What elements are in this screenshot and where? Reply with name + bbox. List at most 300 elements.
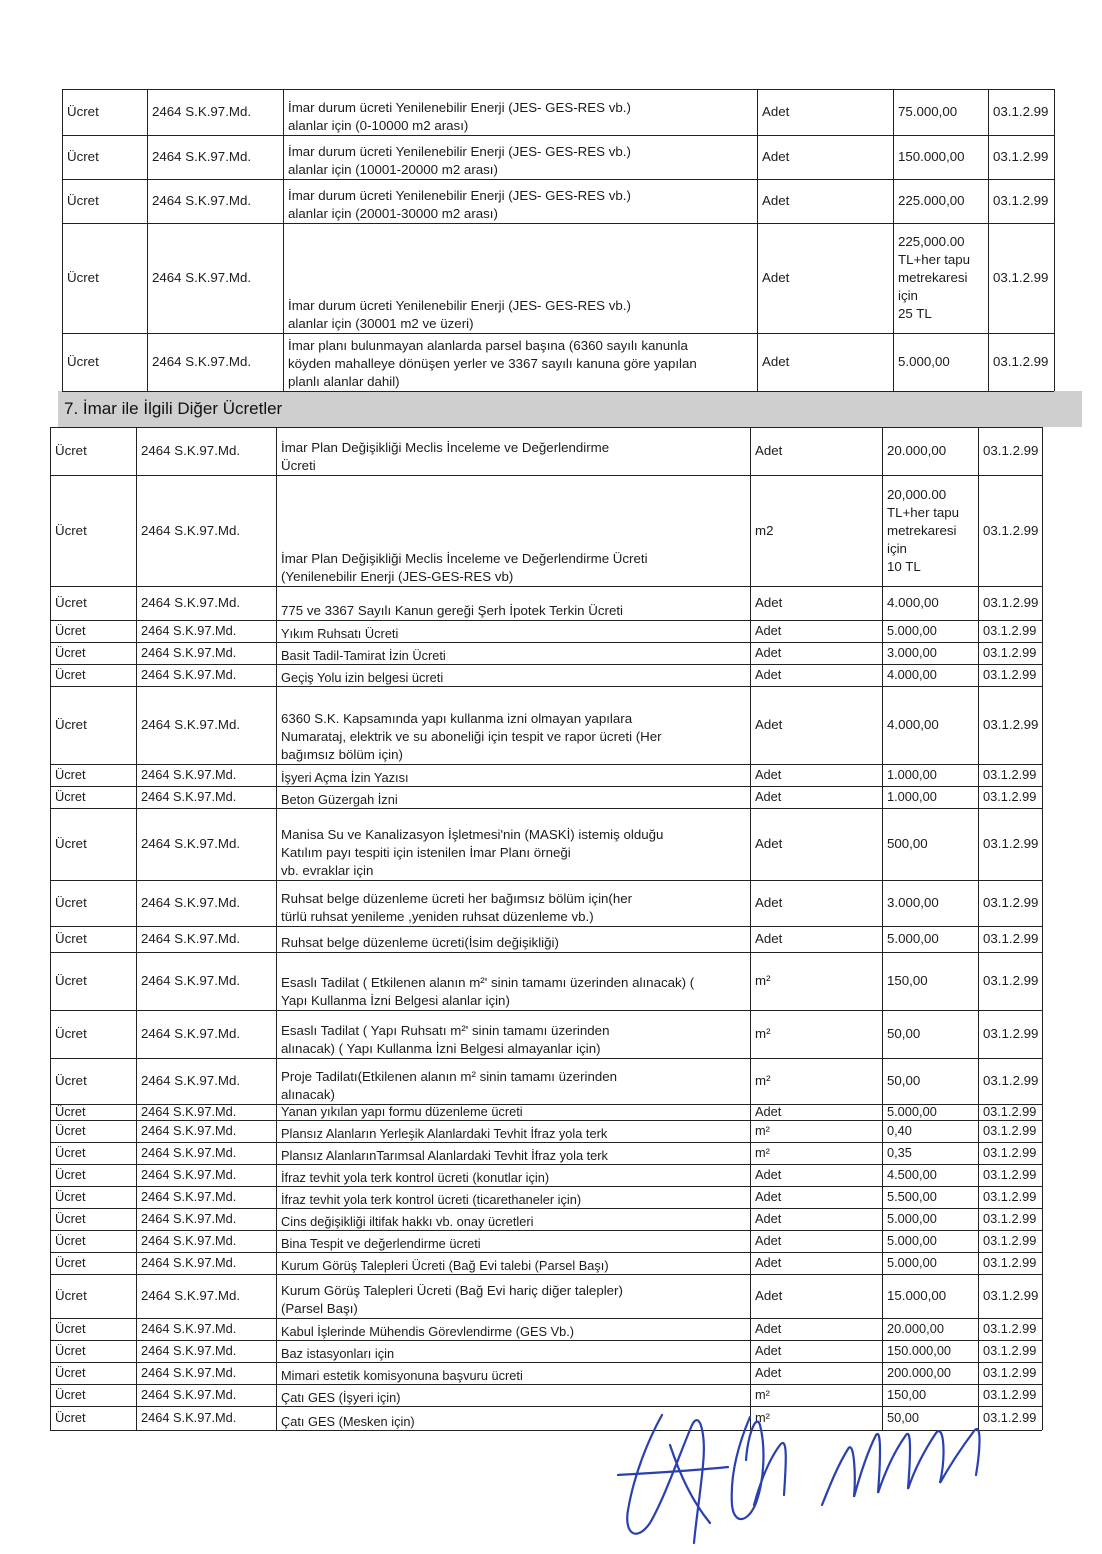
- amount-cell: [882, 1186, 978, 1208]
- code-cell: [978, 642, 1042, 664]
- type-cell-text: Ücret: [55, 1145, 86, 1160]
- type-cell-text: Ücret: [55, 1104, 86, 1119]
- type-cell-text: Ücret: [55, 767, 86, 782]
- unit-cell-text: Adet: [755, 1321, 782, 1336]
- amount-cell: [882, 1208, 978, 1230]
- type-cell-text: Ücret: [55, 1189, 86, 1204]
- type-cell-text: Ücret: [55, 973, 87, 988]
- description-cell-text: Bina Tespit ve değerlendirme ücreti: [281, 1236, 481, 1251]
- amount-cell: [882, 1142, 978, 1164]
- unit-cell: [757, 333, 893, 391]
- law-cell-text: 2464 S.K.97.Md.: [141, 1365, 237, 1380]
- law-cell: [136, 1164, 276, 1186]
- law-cell: [136, 1142, 276, 1164]
- description-cell-text: Ruhsat belge düzenleme ücreti her bağımsız bölüm için(her türlü ruhsat yenileme ,yeniden ruhsat düzenleme vb.): [281, 891, 633, 924]
- amount-cell: [882, 786, 978, 808]
- code-cell-text: 03.1.2.99: [983, 595, 1039, 610]
- amount-cell: [893, 135, 988, 179]
- law-cell-text: 2464 S.K.97.Md.: [141, 667, 237, 682]
- code-cell: [978, 1120, 1042, 1142]
- description-cell-text: Kurum Görüş Talepleri Ücreti (Bağ Evi hariç diğer talepler) (Parsel Başı): [281, 1283, 623, 1316]
- code-cell-text: 03.1.2.99: [983, 1026, 1039, 1041]
- unit-cell: [757, 179, 893, 223]
- unit-cell-text: Adet: [755, 1343, 782, 1358]
- type-cell-text: Ücret: [55, 522, 87, 538]
- code-cell: [978, 475, 1042, 586]
- unit-cell-text: m²: [755, 1145, 770, 1160]
- type-cell-text: Ücret: [55, 623, 86, 638]
- law-cell: [136, 1230, 276, 1252]
- type-cell: [62, 179, 147, 223]
- amount-cell-text: 15.000,00: [887, 1288, 947, 1303]
- law-cell: [136, 1104, 276, 1120]
- amount-cell: [893, 223, 988, 333]
- amount-cell: [882, 475, 978, 586]
- amount-cell-text: 5.000,00: [887, 1233, 937, 1248]
- law-cell-text: 2464 S.K.97.Md.: [141, 1104, 237, 1119]
- code-cell: [988, 135, 1054, 179]
- unit-cell-text: m2: [755, 522, 774, 538]
- description-cell: [276, 1362, 750, 1384]
- unit-cell: [750, 926, 882, 952]
- unit-cell: [750, 1142, 882, 1164]
- type-cell: [50, 686, 136, 764]
- type-cell-text: Ücret: [55, 645, 86, 660]
- amount-cell-text: 4.000,00: [887, 717, 939, 732]
- type-cell: [50, 664, 136, 686]
- type-cell: [50, 1340, 136, 1362]
- unit-cell-text: Adet: [762, 270, 790, 285]
- unit-cell: [750, 1104, 882, 1120]
- amount-cell: [893, 333, 988, 391]
- description-cell-text: Kabul İşlerinde Mühendis Görevlendirme (GES Vb.): [281, 1324, 575, 1339]
- code-cell: [978, 1186, 1042, 1208]
- amount-cell: [882, 880, 978, 926]
- description-cell: [276, 1252, 750, 1274]
- law-cell: [147, 179, 283, 223]
- type-cell-text: Ücret: [55, 1123, 86, 1138]
- description-cell: [276, 880, 750, 926]
- law-cell: [136, 1340, 276, 1362]
- description-cell-text: Plansız Alanların Yerleşik Alanlardaki Tevhit İfraz yola terk: [281, 1126, 608, 1141]
- amount-cell-text: 5.000,00: [887, 623, 937, 638]
- type-cell-text: Ücret: [55, 443, 87, 458]
- law-cell-text: 2464 S.K.97.Md.: [141, 443, 241, 458]
- law-cell: [136, 808, 276, 880]
- type-cell-text: Ücret: [55, 931, 87, 946]
- code-cell-text: 03.1.2.99: [993, 270, 1049, 285]
- unit-cell-text: m²: [755, 1410, 770, 1425]
- description-cell: [283, 333, 757, 391]
- law-cell: [147, 135, 283, 179]
- unit-cell: [750, 880, 882, 926]
- type-cell-text: Ücret: [55, 1365, 86, 1380]
- amount-cell: [893, 89, 988, 135]
- amount-cell-text: 500,00: [887, 836, 928, 851]
- type-cell-text: Ücret: [55, 1255, 86, 1270]
- code-cell-text: 03.1.2.99: [983, 1123, 1037, 1138]
- law-cell: [136, 880, 276, 926]
- description-cell-text: Basit Tadil-Tamirat İzin Ücreti: [281, 648, 446, 663]
- unit-cell: [750, 1230, 882, 1252]
- type-cell-text: Ücret: [55, 895, 87, 910]
- code-cell-text: 03.1.2.99: [983, 1233, 1037, 1248]
- law-cell: [136, 1318, 276, 1340]
- amount-cell: [882, 1274, 978, 1318]
- law-cell: [136, 1406, 276, 1430]
- unit-cell: [750, 642, 882, 664]
- amount-cell: [893, 179, 988, 223]
- amount-cell-text: 200.000,00: [887, 1365, 952, 1380]
- type-cell: [50, 586, 136, 620]
- type-cell: [50, 786, 136, 808]
- law-cell: [136, 764, 276, 786]
- law-cell-text: 2464 S.K.97.Md.: [141, 789, 237, 804]
- code-cell: [978, 786, 1042, 808]
- law-cell-text: 2464 S.K.97.Md.: [152, 270, 252, 285]
- code-cell: [978, 1230, 1042, 1252]
- description-cell-text: İmar durum ücreti Yenilenebilir Enerji (JES- GES-RES vb.) alanlar için (0-10000 m2 arası): [288, 100, 631, 133]
- unit-cell-text: Adet: [762, 149, 790, 164]
- code-cell-text: 03.1.2.99: [983, 522, 1039, 538]
- description-cell: [283, 135, 757, 179]
- amount-cell: [882, 1010, 978, 1058]
- unit-cell-text: Adet: [762, 354, 790, 369]
- description-cell: [276, 926, 750, 952]
- description-cell: [276, 808, 750, 880]
- law-cell-text: 2464 S.K.97.Md.: [141, 1145, 237, 1160]
- law-cell: [136, 1252, 276, 1274]
- code-cell-text: 03.1.2.99: [983, 1255, 1037, 1270]
- code-cell: [978, 586, 1042, 620]
- type-cell: [62, 135, 147, 179]
- unit-cell-text: Adet: [755, 931, 783, 946]
- amount-cell-text: 5.000,00: [887, 1211, 937, 1226]
- code-cell-text: 03.1.2.99: [983, 1167, 1037, 1182]
- unit-cell: [750, 1340, 882, 1362]
- unit-cell: [750, 1208, 882, 1230]
- section-heading: 7. İmar ile İlgili Diğer Ücretler: [58, 391, 1082, 427]
- type-cell: [50, 475, 136, 586]
- unit-cell: [757, 223, 893, 333]
- description-cell-text: Yıkım Ruhsatı Ücreti: [281, 626, 399, 641]
- unit-cell: [757, 135, 893, 179]
- code-cell: [978, 1362, 1042, 1384]
- amount-cell-text: 50,00: [887, 1073, 921, 1088]
- unit-cell: [750, 1010, 882, 1058]
- type-cell-text: Ücret: [67, 193, 99, 208]
- amount-cell-text: 4.000,00: [887, 595, 939, 610]
- description-cell: [276, 1340, 750, 1362]
- unit-cell-text: Adet: [755, 1255, 782, 1270]
- amount-cell: [882, 642, 978, 664]
- amount-cell-text: 150.000,00: [898, 149, 965, 164]
- unit-cell-text: m²: [755, 1387, 770, 1402]
- amount-cell-text: 5.000,00: [898, 354, 950, 369]
- law-cell-text: 2464 S.K.97.Md.: [141, 973, 241, 988]
- description-cell-text: İmar planı bulunmayan alanlarda parsel başına (6360 sayılı kanunla köyden mahalleye dönüşen yerler ve 3367 sayılı kanuna göre yapılan planlı alanlar dahil): [288, 338, 697, 389]
- type-cell-text: Ücret: [55, 1026, 87, 1041]
- type-cell: [50, 1274, 136, 1318]
- law-cell-text: 2464 S.K.97.Md.: [141, 1073, 241, 1088]
- law-cell: [136, 1058, 276, 1104]
- code-cell: [978, 664, 1042, 686]
- description-cell: [283, 89, 757, 135]
- code-cell-text: 03.1.2.99: [983, 973, 1039, 988]
- code-cell-text: 03.1.2.99: [983, 895, 1039, 910]
- law-cell: [136, 427, 276, 475]
- code-cell: [988, 179, 1054, 223]
- type-cell: [50, 880, 136, 926]
- amount-cell-text: 20.000,00: [887, 1321, 944, 1336]
- code-cell-text: 03.1.2.99: [983, 1104, 1037, 1119]
- description-cell-text: Manisa Su ve Kanalizasyon İşletmesi'nin (MASKİ) istemiş olduğu Katılım payı tespiti için istenilen İmar Planı örneği vb. evraklar için: [281, 827, 664, 878]
- amount-cell: [882, 926, 978, 952]
- unit-cell: [750, 664, 882, 686]
- unit-cell-text: Adet: [762, 193, 790, 208]
- unit-cell-text: Adet: [755, 836, 783, 851]
- law-cell-text: 2464 S.K.97.Md.: [141, 767, 237, 782]
- unit-cell-text: Adet: [755, 1211, 782, 1226]
- amount-cell-text: 20,000.00 TL+her tapu metrekaresi için 10 TL: [887, 486, 960, 574]
- description-cell-text: İfraz tevhit yola terk kontrol ücreti (konutlar için): [281, 1170, 550, 1185]
- law-cell: [136, 786, 276, 808]
- description-cell: [283, 223, 757, 333]
- unit-cell: [750, 1164, 882, 1186]
- amount-cell: [882, 808, 978, 880]
- type-cell: [50, 926, 136, 952]
- code-cell-text: 03.1.2.99: [983, 1189, 1037, 1204]
- unit-cell-text: Adet: [755, 595, 783, 610]
- unit-cell-text: m²: [755, 1123, 770, 1138]
- amount-cell-text: 50,00: [887, 1026, 921, 1041]
- description-cell: [276, 952, 750, 1010]
- code-cell: [978, 1384, 1042, 1406]
- amount-cell-text: 4.000,00: [887, 667, 937, 682]
- description-cell-text: İmar Plan Değişikliği Meclis İnceleme ve Değerlendirme Ücreti: [281, 440, 610, 473]
- amount-cell-text: 225,000.00 TL+her tapu metrekaresi için 25 TL: [898, 234, 971, 321]
- code-cell: [978, 686, 1042, 764]
- code-cell: [978, 880, 1042, 926]
- amount-cell-text: 0,35: [887, 1145, 912, 1160]
- amount-cell: [882, 1340, 978, 1362]
- unit-cell-text: m²: [755, 1073, 771, 1088]
- type-cell: [50, 1208, 136, 1230]
- description-cell-text: İmar durum ücreti Yenilenebilir Enerji (JES- GES-RES vb.) alanlar için (10001-20000 m2 arası): [288, 144, 631, 177]
- description-cell: [276, 1104, 750, 1120]
- description-cell-text: İmar durum ücreti Yenilenebilir Enerji (JES- GES-RES vb.) alanlar için (30001 m2 ve üzeri): [288, 298, 631, 331]
- type-cell-text: Ücret: [55, 789, 86, 804]
- type-cell: [62, 333, 147, 391]
- unit-cell: [750, 1186, 882, 1208]
- code-cell-text: 03.1.2.99: [983, 1410, 1037, 1425]
- law-cell-text: 2464 S.K.97.Md.: [141, 1233, 237, 1248]
- type-cell: [50, 1142, 136, 1164]
- type-cell-text: Ücret: [55, 1410, 86, 1425]
- amount-cell: [882, 1058, 978, 1104]
- amount-cell-text: 225.000,00: [898, 193, 965, 208]
- type-cell: [50, 1164, 136, 1186]
- law-cell: [136, 642, 276, 664]
- amount-cell: [882, 1104, 978, 1120]
- type-cell: [50, 1104, 136, 1120]
- type-cell-text: Ücret: [55, 1073, 87, 1088]
- unit-cell: [750, 686, 882, 764]
- code-cell-text: 03.1.2.99: [983, 931, 1039, 946]
- type-cell: [50, 764, 136, 786]
- amount-cell-text: 5.000,00: [887, 1255, 937, 1270]
- unit-cell-text: Adet: [755, 1104, 782, 1119]
- description-cell: [276, 1186, 750, 1208]
- type-cell: [50, 1010, 136, 1058]
- description-cell: [276, 1120, 750, 1142]
- code-cell: [978, 764, 1042, 786]
- law-cell: [136, 620, 276, 642]
- description-cell-text: Mimari estetik komisyonuna başvuru ücreti: [281, 1368, 523, 1383]
- type-cell: [50, 1186, 136, 1208]
- amount-cell-text: 1.000,00: [887, 767, 937, 782]
- type-cell-text: Ücret: [55, 667, 86, 682]
- unit-cell: [750, 1252, 882, 1274]
- type-cell-text: Ücret: [55, 1211, 86, 1226]
- description-cell: [276, 620, 750, 642]
- code-cell-text: 03.1.2.99: [993, 193, 1049, 208]
- code-cell: [978, 926, 1042, 952]
- type-cell-text: Ücret: [55, 836, 87, 851]
- description-cell: [276, 764, 750, 786]
- law-cell-text: 2464 S.K.97.Md.: [141, 717, 241, 732]
- law-cell-text: 2464 S.K.97.Md.: [141, 1255, 237, 1270]
- law-cell-text: 2464 S.K.97.Md.: [141, 1189, 237, 1204]
- description-cell-text: 775 ve 3367 Sayılı Kanun gereği Şerh İpotek Terkin Ücreti: [281, 603, 623, 618]
- law-cell: [136, 1120, 276, 1142]
- law-cell: [136, 686, 276, 764]
- amount-cell: [882, 586, 978, 620]
- law-cell: [136, 926, 276, 952]
- unit-cell: [750, 586, 882, 620]
- unit-cell: [750, 1274, 882, 1318]
- law-cell: [136, 1186, 276, 1208]
- amount-cell-text: 3.000,00: [887, 645, 937, 660]
- code-cell: [978, 1104, 1042, 1120]
- code-cell: [978, 1010, 1042, 1058]
- unit-cell-text: Adet: [755, 623, 782, 638]
- unit-cell: [757, 89, 893, 135]
- amount-cell-text: 150,00: [887, 1387, 927, 1402]
- law-cell-text: 2464 S.K.97.Md.: [141, 623, 237, 638]
- amount-cell: [882, 1318, 978, 1340]
- unit-cell: [750, 786, 882, 808]
- description-cell: [276, 1274, 750, 1318]
- amount-cell: [882, 427, 978, 475]
- unit-cell: [750, 1058, 882, 1104]
- code-cell-text: 03.1.2.99: [993, 104, 1049, 119]
- description-cell-text: Esaslı Tadilat ( Yapı Ruhsatı m²' sinin tamamı üzerinden alınacak) ( Yapı Kullanma İzni Belgesi almayanlar için): [281, 1023, 610, 1056]
- code-cell-text: 03.1.2.99: [983, 1145, 1037, 1160]
- type-cell: [50, 620, 136, 642]
- amount-cell-text: 5.000,00: [887, 931, 939, 946]
- description-cell: [276, 664, 750, 686]
- code-cell: [978, 952, 1042, 1010]
- law-cell: [136, 1208, 276, 1230]
- unit-cell: [750, 808, 882, 880]
- description-cell: [276, 1318, 750, 1340]
- description-cell-text: Esaslı Tadilat ( Etkilenen alanın m²' sinin tamamı üzerinden alınacak) ( Yapı Kullanma İzni Belgesi alanlar için): [281, 975, 695, 1008]
- description-cell: [276, 1164, 750, 1186]
- code-cell-text: 03.1.2.99: [983, 1211, 1037, 1226]
- code-cell: [978, 1340, 1042, 1362]
- code-cell-text: 03.1.2.99: [983, 1073, 1039, 1088]
- type-cell: [50, 1230, 136, 1252]
- description-cell: [276, 1058, 750, 1104]
- unit-cell-text: Adet: [755, 443, 783, 458]
- unit-cell: [750, 952, 882, 1010]
- description-cell-text: Ruhsat belge düzenleme ücreti(İsim değişikliği): [281, 935, 559, 950]
- description-cell-text: Geçiş Yolu izin belgesi ücreti: [281, 670, 444, 685]
- code-cell: [978, 1252, 1042, 1274]
- code-cell-text: 03.1.2.99: [993, 149, 1049, 164]
- type-cell: [50, 1120, 136, 1142]
- type-cell: [50, 1362, 136, 1384]
- code-cell-text: 03.1.2.99: [983, 623, 1037, 638]
- amount-cell-text: 1.000,00: [887, 789, 937, 804]
- unit-cell: [750, 1318, 882, 1340]
- code-cell-text: 03.1.2.99: [983, 1288, 1039, 1303]
- code-cell: [978, 1164, 1042, 1186]
- unit-cell: [750, 620, 882, 642]
- code-cell: [978, 1058, 1042, 1104]
- amount-cell: [882, 764, 978, 786]
- code-cell-text: 03.1.2.99: [983, 1387, 1037, 1402]
- type-cell-text: Ücret: [67, 354, 99, 369]
- law-cell: [136, 952, 276, 1010]
- law-cell: [136, 475, 276, 586]
- description-cell-text: Kurum Görüş Talepleri Ücreti (Bağ Evi talebi (Parsel Başı): [281, 1258, 609, 1273]
- description-cell: [283, 179, 757, 223]
- code-cell: [978, 1318, 1042, 1340]
- description-cell-text: Yanan yıkılan yapı formu düzenleme ücreti: [281, 1104, 523, 1119]
- description-cell: [276, 475, 750, 586]
- law-cell-text: 2464 S.K.97.Md.: [141, 1387, 237, 1402]
- law-cell-text: 2464 S.K.97.Md.: [141, 931, 241, 946]
- type-cell-text: Ücret: [67, 270, 99, 285]
- type-cell: [50, 1058, 136, 1104]
- description-cell: [276, 1142, 750, 1164]
- law-cell-text: 2464 S.K.97.Md.: [141, 522, 241, 538]
- code-cell-text: 03.1.2.99: [983, 443, 1039, 458]
- unit-cell-text: Adet: [755, 895, 783, 910]
- law-cell: [136, 1384, 276, 1406]
- type-cell-text: Ücret: [55, 1167, 86, 1182]
- unit-cell-text: Adet: [755, 1189, 782, 1204]
- description-cell-text: İmar Plan Değişikliği Meclis İnceleme ve Değerlendirme Ücreti (Yenilenebilir Enerji (JES-GES-RES vb): [281, 551, 648, 584]
- unit-cell: [750, 427, 882, 475]
- amount-cell: [882, 1362, 978, 1384]
- code-cell-text: 03.1.2.99: [993, 354, 1049, 369]
- amount-cell-text: 75.000,00: [898, 104, 958, 119]
- description-cell: [276, 1230, 750, 1252]
- description-cell-text: Proje Tadilatı(Etkilenen alanın m² sinin tamamı üzerinden alınacak): [281, 1069, 618, 1102]
- law-cell-text: 2464 S.K.97.Md.: [141, 1288, 241, 1303]
- amount-cell-text: 20.000,00: [887, 443, 947, 458]
- amount-cell: [882, 1252, 978, 1274]
- amount-cell-text: 150.000,00: [887, 1343, 952, 1358]
- description-cell-text: Plansız AlanlarınTarımsal Alanlardaki Tevhit İfraz yola terk: [281, 1148, 608, 1163]
- law-cell: [136, 1010, 276, 1058]
- law-cell: [136, 664, 276, 686]
- law-cell: [136, 1362, 276, 1384]
- amount-cell-text: 50,00: [887, 1410, 920, 1425]
